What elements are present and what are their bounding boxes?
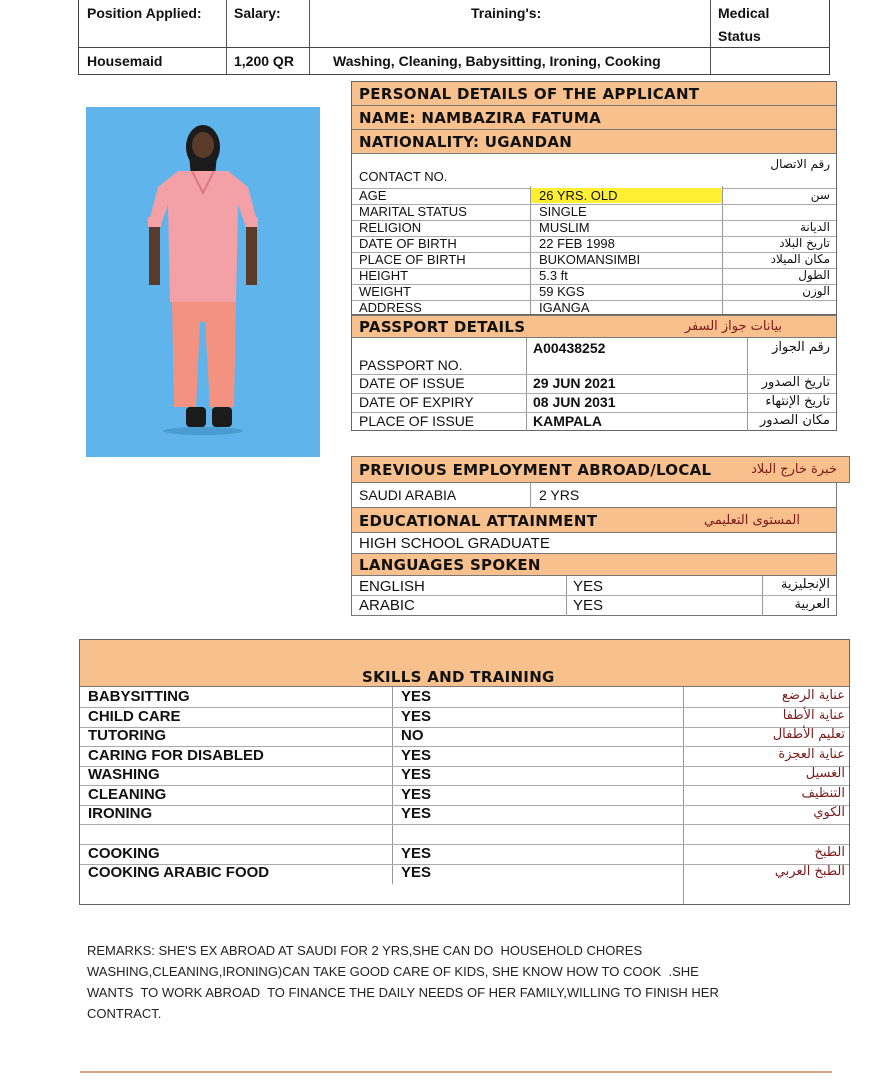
language-arabic-label: ARABIC [359, 597, 415, 614]
expiry-date-value: 08 JUN 2031 [533, 394, 616, 410]
employment-header [351, 456, 850, 483]
skill-row-cleaning [80, 785, 849, 806]
skill-tutoring-label: TUTORING [88, 727, 167, 744]
dob-label: DATE OF BIRTH [359, 236, 457, 251]
skills-title: SKILLS AND TRAINING [362, 668, 555, 686]
education-value: HIGH SCHOOL GRADUATE [359, 535, 550, 552]
religion-ar-label: الديانة [799, 220, 830, 234]
contact-row [352, 154, 836, 189]
place-issue-value: KAMPALA [533, 413, 602, 429]
skills-header [80, 640, 849, 687]
personal-details-title: PERSONAL DETAILS OF THE APPLICANT [352, 82, 836, 106]
employment-row [351, 483, 837, 508]
skill-disabled-ar: عناية العجزة [778, 747, 845, 762]
skill-washing-ar: الغسيل [805, 766, 845, 781]
skill-babysitting-label: BABYSITTING [88, 688, 190, 705]
pob-row [352, 252, 836, 269]
issue-date-value: 29 JUN 2021 [533, 375, 616, 391]
remarks-line-3: WANTS TO WORK ABROAD TO FINANCE THE DAILY NEEDS OF HER FAMILY,WILLING TO FINISH HER [87, 985, 719, 1000]
skill-arabic-food-value: YES [401, 864, 432, 881]
education-header [351, 508, 837, 533]
education-title-ar: المستوى التعليمي [704, 513, 800, 528]
employment-title-ar: خبرة خارج البلاد [751, 462, 837, 477]
contact-label: CONTACT NO. [359, 169, 448, 184]
contact-ar-label: رقم الاتصال [770, 157, 830, 171]
passport-no-ar: رقم الجواز [772, 340, 830, 355]
personal-details-section [351, 81, 837, 315]
salary-header: Salary: [234, 5, 281, 21]
expiry-date-label: DATE OF EXPIRY [359, 394, 474, 410]
skill-row-tutoring [80, 727, 849, 747]
position-header: Position Applied: [87, 5, 202, 21]
age-value: 26 YRS. OLD [539, 188, 618, 203]
skill-ironing-label: IRONING [88, 805, 153, 822]
skill-row-childcare [80, 707, 849, 728]
skill-row-ironing [80, 805, 849, 825]
place-issue-label: PLACE OF ISSUE [359, 413, 475, 429]
passport-section [351, 315, 837, 431]
education-title: EDUCATIONAL ATTAINMENT [359, 512, 598, 530]
height-row [352, 268, 836, 285]
skill-disabled-label: CARING FOR DISABLED [88, 747, 264, 764]
skill-babysitting-ar: عناية الرضع [781, 688, 845, 703]
skill-childcare-label: CHILD CARE [88, 708, 181, 725]
address-value: IGANGA [539, 300, 590, 315]
pob-ar-label: مكان الميلاد [770, 252, 830, 266]
dob-value: 22 FEB 1998 [539, 236, 615, 251]
skill-tutoring-value: NO [401, 727, 424, 744]
language-english-label: ENGLISH [359, 578, 425, 595]
weight-value: 59 KGS [539, 284, 585, 299]
expiry-date-ar: تاريخ الإنتهاء [765, 394, 830, 409]
skill-ironing-ar: الكوي [813, 805, 845, 820]
trainings-header: Training's: [471, 5, 542, 21]
employment-title: PREVIOUS EMPLOYMENT ABROAD/LOCAL [359, 461, 712, 479]
medical-header: Medical [718, 5, 770, 21]
religion-label: RELIGION [359, 220, 422, 235]
marital-label: MARITAL STATUS [359, 204, 467, 219]
skill-cooking-value: YES [401, 845, 432, 862]
skill-childcare-value: YES [401, 708, 432, 725]
languages-table [351, 576, 837, 616]
skill-ironing-value: YES [401, 805, 432, 822]
religion-row [352, 220, 836, 237]
skill-cooking-ar: الطبخ [814, 845, 845, 860]
education-row [351, 533, 837, 554]
skill-row-arabic-food [80, 864, 849, 884]
marital-row [352, 204, 836, 221]
height-label: HEIGHT [359, 268, 409, 283]
remarks-block [87, 940, 787, 1024]
issue-date-ar: تاريخ الصدور [761, 375, 830, 390]
height-ar-label: الطول [798, 268, 830, 282]
employment-duration: 2 YRS [539, 487, 580, 503]
dob-ar-label: تاريخ البلاد [779, 236, 830, 250]
address-label: ADDRESS [359, 300, 422, 315]
passport-no-label: PASSPORT NO. [359, 357, 463, 373]
languages-header [351, 554, 837, 576]
trainings-value: Washing, Cleaning, Babysitting, Ironing, Cooking [333, 53, 661, 69]
passport-no-value: A00438252 [533, 340, 606, 356]
top-info-table [78, 0, 830, 75]
passport-title-ar: بيانات جواز السفر [684, 319, 782, 334]
skill-disabled-value: YES [401, 747, 432, 764]
skill-childcare-ar: عناية الأطفا [782, 708, 845, 723]
skill-cleaning-label: CLEANING [88, 786, 167, 803]
weight-label: WEIGHT [359, 284, 411, 299]
language-english-value: YES [573, 578, 604, 595]
salary-value: 1,200 QR [234, 53, 294, 69]
passport-no-row [352, 338, 836, 375]
skill-row-disabled [80, 746, 849, 767]
marital-value: SINGLE [539, 204, 587, 219]
employment-country: SAUDI ARABIA [359, 487, 457, 503]
place-issue-row [352, 412, 836, 431]
weight-ar-label: الوزن [802, 284, 830, 298]
remarks-line-4: CONTRACT. [87, 1006, 162, 1021]
dob-row [352, 236, 836, 253]
position-value: Housemaid [87, 53, 163, 69]
person-silhouette-icon [86, 107, 320, 457]
age-row [352, 188, 836, 205]
footer-divider [80, 1071, 832, 1073]
skill-arabic-food-ar: الطبخ العربي [774, 864, 845, 879]
place-issue-ar: مكان الصدور [759, 413, 830, 428]
language-arabic-value: YES [573, 597, 604, 614]
skills-section [79, 639, 850, 905]
height-value: 5.3 ft [539, 268, 568, 283]
skill-cooking-label: COOKING [88, 845, 160, 862]
skill-row-cooking [80, 844, 849, 865]
applicant-photo [86, 107, 320, 457]
language-english-ar: الإنجليزية [780, 577, 830, 592]
issue-date-label: DATE OF ISSUE [359, 375, 465, 391]
skill-cleaning-ar: التنظيف [801, 786, 845, 801]
applicant-nationality: NATIONALITY: UGANDAN [352, 130, 836, 154]
skill-cleaning-value: YES [401, 786, 432, 803]
skill-row-washing [80, 766, 849, 786]
religion-value: MUSLIM [539, 220, 590, 235]
pob-label: PLACE OF BIRTH [359, 252, 466, 267]
weight-row [352, 284, 836, 301]
remarks-line-1: REMARKS: SHE'S EX ABROAD AT SAUDI FOR 2 YRS,SHE CAN DO HOUSEHOLD CHORES [87, 943, 643, 958]
skill-row-empty [80, 824, 849, 845]
skill-washing-value: YES [401, 766, 432, 783]
age-label: AGE [359, 188, 387, 203]
passport-title: PASSPORT DETAILS [359, 318, 526, 336]
skill-row-babysitting [80, 687, 849, 708]
remarks-line-2: WASHING,CLEANING,IRONING)CAN TAKE GOOD CARE OF KIDS, SHE KNOW HOW TO COOK .SHE [87, 964, 699, 979]
languages-title: LANGUAGES SPOKEN [359, 556, 541, 574]
skill-washing-label: WASHING [88, 766, 160, 783]
skill-tutoring-ar: تعليم الأطفال [772, 727, 845, 742]
language-arabic-ar: العربية [794, 597, 830, 612]
passport-header [352, 315, 836, 338]
pob-value: BUKOMANSIMBI [539, 252, 641, 267]
issue-date-row [352, 374, 836, 394]
age-ar-label: سن [810, 188, 830, 202]
applicant-name: NAME: NAMBAZIRA FATUMA [352, 106, 836, 130]
skill-arabic-food-label: COOKING ARABIC FOOD [88, 864, 270, 881]
address-row [352, 300, 836, 316]
expiry-date-row [352, 393, 836, 413]
skill-babysitting-value: YES [401, 688, 432, 705]
medical-header-status: Status [718, 28, 761, 44]
